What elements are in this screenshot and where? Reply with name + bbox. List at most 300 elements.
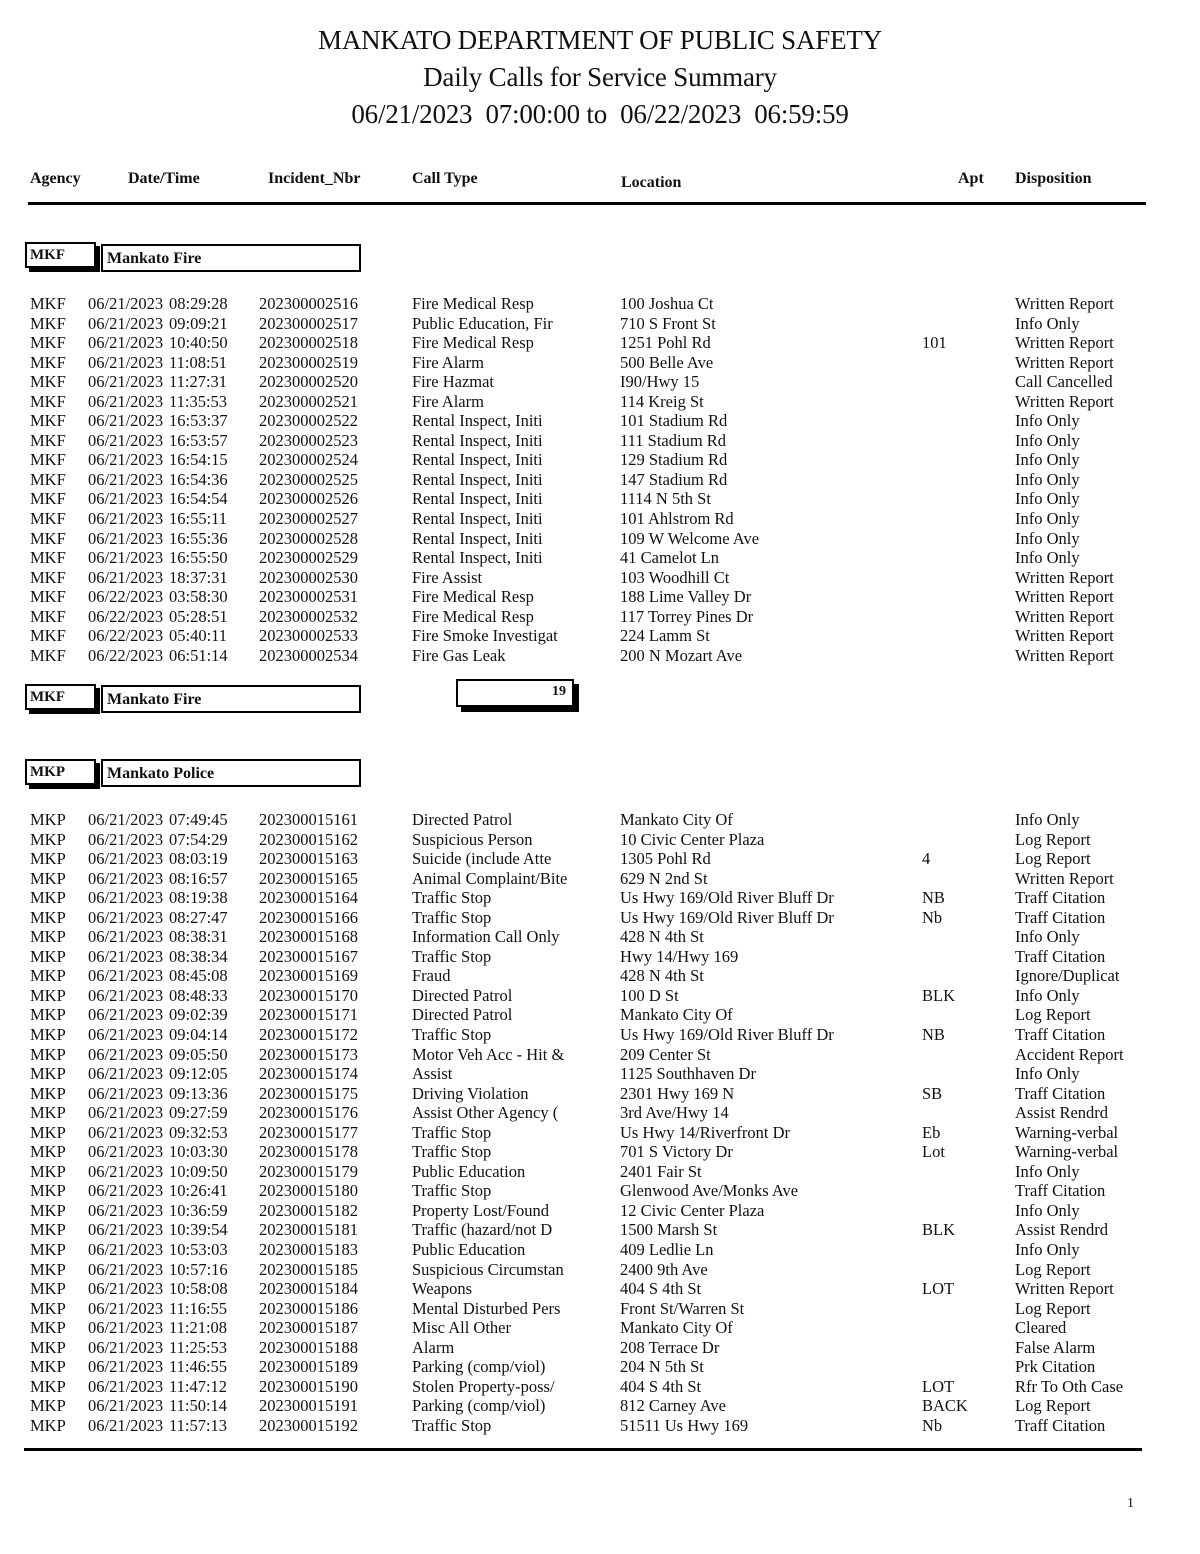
row-agency: MKP bbox=[30, 1181, 66, 1201]
row-disposition: Log Report bbox=[1015, 1259, 1091, 1279]
row-date: 06/21/2023 bbox=[88, 1357, 164, 1377]
row-date: 06/21/2023 bbox=[88, 489, 164, 509]
row-agency: MKP bbox=[30, 1279, 66, 1299]
row-call-type: Rental Inspect, Initi bbox=[412, 411, 543, 431]
row-date: 06/21/2023 bbox=[88, 868, 164, 888]
table-row bbox=[0, 1357, 1200, 1377]
row-time: 10:40:50 bbox=[169, 333, 228, 353]
row-date: 06/21/2023 bbox=[88, 372, 164, 392]
row-disposition: Accident Report bbox=[1015, 1044, 1124, 1064]
row-date: 06/21/2023 bbox=[88, 1181, 164, 1201]
row-date: 06/21/2023 bbox=[88, 469, 164, 489]
row-call-type: Fire Alarm bbox=[412, 352, 484, 372]
row-incident-number: 202300002527 bbox=[259, 509, 358, 529]
row-date: 06/21/2023 bbox=[88, 1318, 164, 1338]
row-time: 08:27:47 bbox=[169, 907, 228, 927]
row-time: 10:39:54 bbox=[169, 1220, 228, 1240]
table-row bbox=[0, 1416, 1200, 1436]
table-row bbox=[0, 1181, 1200, 1201]
table-row bbox=[0, 353, 1200, 373]
row-time: 16:54:36 bbox=[169, 469, 228, 489]
row-location: I90/Hwy 15 bbox=[620, 372, 700, 392]
row-time: 09:04:14 bbox=[169, 1025, 228, 1045]
row-incident-number: 202300015179 bbox=[259, 1161, 358, 1181]
row-time: 10:03:30 bbox=[169, 1142, 228, 1162]
row-incident-number: 202300015173 bbox=[259, 1044, 358, 1064]
row-incident-number: 202300002529 bbox=[259, 548, 358, 568]
row-location: 101 Stadium Rd bbox=[620, 411, 728, 431]
column-header-datetime: Date/Time bbox=[128, 170, 200, 187]
table-row bbox=[0, 646, 1200, 666]
row-incident-number: 202300015174 bbox=[259, 1064, 358, 1084]
table-row bbox=[0, 869, 1200, 889]
row-disposition: Call Cancelled bbox=[1015, 372, 1113, 392]
row-call-type: Mental Disturbed Pers bbox=[412, 1298, 561, 1318]
row-agency: MKF bbox=[30, 567, 66, 587]
row-date: 06/21/2023 bbox=[88, 1415, 164, 1435]
row-time: 16:53:57 bbox=[169, 430, 228, 450]
row-location: 710 S Front St bbox=[620, 313, 716, 333]
row-disposition: Info Only bbox=[1015, 985, 1080, 1005]
row-call-type: Suspicious Person bbox=[412, 829, 533, 849]
row-location: 409 Ledlie Ln bbox=[620, 1240, 714, 1260]
row-call-type: Public Education bbox=[412, 1161, 526, 1181]
row-incident-number: 202300015167 bbox=[259, 946, 358, 966]
page-number: 1 bbox=[1127, 1496, 1134, 1511]
row-time: 10:36:59 bbox=[169, 1200, 228, 1220]
row-date: 06/21/2023 bbox=[88, 946, 164, 966]
row-disposition: Traff Citation bbox=[1015, 1181, 1106, 1201]
row-agency: MKF bbox=[30, 528, 66, 548]
row-location: 100 D St bbox=[620, 985, 679, 1005]
row-disposition: Written Report bbox=[1015, 606, 1114, 626]
row-location: 114 Kreig St bbox=[620, 391, 704, 411]
row-incident-number: 202300002533 bbox=[259, 626, 358, 646]
table-row bbox=[0, 1025, 1200, 1045]
row-date: 06/21/2023 bbox=[88, 294, 164, 313]
row-apt: BLK bbox=[922, 985, 955, 1005]
row-location: 200 N Mozart Ave bbox=[620, 645, 743, 665]
row-apt: NB bbox=[922, 888, 945, 908]
row-call-type: Directed Patrol bbox=[412, 1005, 513, 1025]
row-agency: MKP bbox=[30, 907, 66, 927]
row-incident-number: 202300002522 bbox=[259, 411, 358, 431]
row-agency: MKF bbox=[30, 450, 66, 470]
table-row bbox=[0, 1064, 1200, 1084]
row-disposition: Info Only bbox=[1015, 509, 1080, 529]
row-incident-number: 202300002528 bbox=[259, 528, 358, 548]
table-row bbox=[0, 1142, 1200, 1162]
row-call-type: Suicide (include Atte bbox=[412, 849, 552, 869]
row-incident-number: 202300015186 bbox=[259, 1298, 358, 1318]
row-disposition: Log Report bbox=[1015, 1298, 1091, 1318]
row-agency: MKF bbox=[30, 352, 66, 372]
row-location: 1251 Pohl Rd bbox=[620, 333, 711, 353]
row-agency: MKF bbox=[30, 587, 66, 607]
row-incident-number: 202300015192 bbox=[259, 1415, 358, 1435]
row-call-type: Rental Inspect, Initi bbox=[412, 469, 543, 489]
row-agency: MKP bbox=[30, 1103, 66, 1123]
row-agency: MKP bbox=[30, 1142, 66, 1162]
row-disposition: Info Only bbox=[1015, 1240, 1080, 1260]
row-disposition: Prk Citation bbox=[1015, 1357, 1096, 1377]
row-date: 06/21/2023 bbox=[88, 1103, 164, 1123]
row-location: 117 Torrey Pines Dr bbox=[620, 606, 754, 626]
row-location: 1305 Pohl Rd bbox=[620, 849, 711, 869]
row-location: 701 S Victory Dr bbox=[620, 1142, 733, 1162]
row-call-type: Traffic (hazard/not D bbox=[412, 1220, 553, 1240]
report-header bbox=[0, 22, 1200, 133]
row-disposition: Info Only bbox=[1015, 469, 1080, 489]
row-date: 06/21/2023 bbox=[88, 927, 164, 947]
row-location: 428 N 4th St bbox=[620, 927, 704, 947]
row-disposition: Warning-verbal bbox=[1015, 1122, 1119, 1142]
row-apt: 4 bbox=[922, 849, 931, 869]
table-row bbox=[0, 966, 1200, 986]
row-incident-number: 202300015190 bbox=[259, 1376, 358, 1396]
row-call-type: Fire Smoke Investigat bbox=[412, 626, 558, 646]
row-disposition: Written Report bbox=[1015, 333, 1114, 353]
row-time: 08:03:19 bbox=[169, 849, 228, 869]
row-location: 129 Stadium Rd bbox=[620, 450, 728, 470]
row-apt: Nb bbox=[922, 907, 943, 927]
row-disposition: Traff Citation bbox=[1015, 946, 1106, 966]
row-date: 06/21/2023 bbox=[88, 810, 164, 829]
row-disposition: Assist Rendrd bbox=[1015, 1220, 1109, 1240]
row-time: 08:16:57 bbox=[169, 868, 228, 888]
row-incident-number: 202300002517 bbox=[259, 313, 358, 333]
row-time: 05:28:51 bbox=[169, 606, 228, 626]
row-location: Mankato City Of bbox=[620, 1318, 733, 1338]
row-location: 10 Civic Center Plaza bbox=[620, 829, 765, 849]
row-incident-number: 202300015172 bbox=[259, 1025, 358, 1045]
row-incident-number: 202300015187 bbox=[259, 1318, 358, 1338]
row-agency: MKF bbox=[30, 606, 66, 626]
row-call-type: Fire Medical Resp bbox=[412, 333, 534, 353]
row-time: 09:05:50 bbox=[169, 1044, 228, 1064]
row-disposition: Info Only bbox=[1015, 313, 1080, 333]
table-row bbox=[0, 1318, 1200, 1338]
row-disposition: Written Report bbox=[1015, 868, 1114, 888]
row-location: 103 Woodhill Ct bbox=[620, 567, 730, 587]
row-date: 06/21/2023 bbox=[88, 1161, 164, 1181]
row-time: 18:37:31 bbox=[169, 567, 228, 587]
table-row bbox=[0, 1220, 1200, 1240]
row-date: 06/21/2023 bbox=[88, 352, 164, 372]
table-row bbox=[0, 888, 1200, 908]
row-call-type: Traffic Stop bbox=[412, 946, 492, 966]
row-agency: MKP bbox=[30, 1357, 66, 1377]
row-call-type: Assist Other Agency ( bbox=[412, 1103, 559, 1123]
row-disposition: Info Only bbox=[1015, 1064, 1080, 1084]
row-agency: MKF bbox=[30, 372, 66, 392]
row-incident-number: 202300002523 bbox=[259, 430, 358, 450]
column-header-location: Location bbox=[621, 174, 682, 191]
row-date: 06/21/2023 bbox=[88, 1259, 164, 1279]
table-row bbox=[0, 1045, 1200, 1065]
row-disposition: Log Report bbox=[1015, 829, 1091, 849]
row-call-type: Rental Inspect, Initi bbox=[412, 509, 543, 529]
table-row bbox=[0, 450, 1200, 470]
row-disposition: Info Only bbox=[1015, 810, 1080, 829]
row-time: 08:38:31 bbox=[169, 927, 228, 947]
table-row bbox=[0, 607, 1200, 627]
row-disposition: Log Report bbox=[1015, 1396, 1091, 1416]
row-time: 08:19:38 bbox=[169, 888, 228, 908]
row-time: 09:32:53 bbox=[169, 1122, 228, 1142]
row-location: 209 Center St bbox=[620, 1044, 711, 1064]
row-disposition: Traff Citation bbox=[1015, 888, 1106, 908]
row-date: 06/21/2023 bbox=[88, 1025, 164, 1045]
row-incident-number: 202300002532 bbox=[259, 606, 358, 626]
row-date: 06/21/2023 bbox=[88, 430, 164, 450]
row-agency: MKP bbox=[30, 1122, 66, 1142]
row-disposition: Written Report bbox=[1015, 567, 1114, 587]
row-time: 09:02:39 bbox=[169, 1005, 228, 1025]
table-row bbox=[0, 908, 1200, 928]
row-incident-number: 202300002524 bbox=[259, 450, 358, 470]
row-time: 03:58:30 bbox=[169, 587, 228, 607]
row-agency: MKP bbox=[30, 1064, 66, 1084]
row-call-type: Rental Inspect, Initi bbox=[412, 450, 543, 470]
row-agency: MKP bbox=[30, 927, 66, 947]
row-disposition: Written Report bbox=[1015, 294, 1114, 313]
row-time: 10:09:50 bbox=[169, 1161, 228, 1181]
row-agency: MKF bbox=[30, 411, 66, 431]
row-time: 05:40:11 bbox=[169, 626, 228, 646]
table-row bbox=[0, 548, 1200, 568]
row-agency: MKP bbox=[30, 1240, 66, 1260]
row-disposition: Info Only bbox=[1015, 1200, 1080, 1220]
row-time: 09:27:59 bbox=[169, 1103, 228, 1123]
row-agency: MKF bbox=[30, 645, 66, 665]
row-agency: MKP bbox=[30, 810, 66, 829]
row-time: 11:08:51 bbox=[169, 352, 228, 372]
row-agency: MKF bbox=[30, 391, 66, 411]
row-time: 16:54:15 bbox=[169, 450, 228, 470]
row-disposition: Info Only bbox=[1015, 411, 1080, 431]
row-call-type: Driving Violation bbox=[412, 1083, 529, 1103]
row-call-type: Directed Patrol bbox=[412, 810, 513, 829]
row-agency: MKP bbox=[30, 1005, 66, 1025]
row-incident-number: 202300015171 bbox=[259, 1005, 358, 1025]
row-incident-number: 202300015191 bbox=[259, 1396, 358, 1416]
row-agency: MKF bbox=[30, 489, 66, 509]
row-location: 204 N 5th St bbox=[620, 1357, 704, 1377]
table-row bbox=[0, 1123, 1200, 1143]
row-agency: MKP bbox=[30, 1044, 66, 1064]
row-agency: MKP bbox=[30, 1318, 66, 1338]
table-row bbox=[0, 1279, 1200, 1299]
row-date: 06/21/2023 bbox=[88, 907, 164, 927]
row-date: 06/22/2023 bbox=[88, 626, 164, 646]
row-incident-number: 202300002518 bbox=[259, 333, 358, 353]
row-date: 06/21/2023 bbox=[88, 1005, 164, 1025]
row-location: 3rd Ave/Hwy 14 bbox=[620, 1103, 729, 1123]
row-time: 10:57:16 bbox=[169, 1259, 228, 1279]
row-time: 08:38:34 bbox=[169, 946, 228, 966]
table-row bbox=[0, 470, 1200, 490]
column-header-disposition: Disposition bbox=[1015, 170, 1092, 187]
row-date: 06/22/2023 bbox=[88, 587, 164, 607]
table-row bbox=[0, 411, 1200, 431]
row-time: 16:54:54 bbox=[169, 489, 228, 509]
row-apt: LOT bbox=[922, 1376, 955, 1396]
report-date-range: 06/21/2023 07:00:00 to 06/22/2023 06:59:59 bbox=[351, 99, 849, 129]
row-date: 06/21/2023 bbox=[88, 849, 164, 869]
row-time: 16:55:50 bbox=[169, 548, 228, 568]
row-location: Us Hwy 14/Riverfront Dr bbox=[620, 1122, 791, 1142]
row-location: 101 Ahlstrom Rd bbox=[620, 509, 734, 529]
row-date: 06/21/2023 bbox=[88, 1200, 164, 1220]
row-apt: Eb bbox=[922, 1122, 941, 1142]
row-time: 11:46:55 bbox=[169, 1357, 228, 1377]
row-location: 41 Camelot Ln bbox=[620, 548, 719, 568]
row-agency: MKP bbox=[30, 888, 66, 908]
row-call-type: Traffic Stop bbox=[412, 1181, 492, 1201]
row-location: Us Hwy 169/Old River Bluff Dr bbox=[620, 907, 834, 927]
row-date: 06/21/2023 bbox=[88, 985, 164, 1005]
table-row bbox=[0, 372, 1200, 392]
row-call-type: Property Lost/Found bbox=[412, 1200, 550, 1220]
row-location: 428 N 4th St bbox=[620, 966, 704, 986]
row-call-type: Traffic Stop bbox=[412, 1415, 492, 1435]
row-disposition: Info Only bbox=[1015, 927, 1080, 947]
section-footer-agency-name: Mankato Fire bbox=[101, 685, 361, 713]
row-date: 06/21/2023 bbox=[88, 1064, 164, 1084]
row-disposition: Rfr To Oth Case bbox=[1015, 1376, 1124, 1396]
column-header-apt: Apt bbox=[958, 170, 984, 187]
row-location: 208 Terrace Dr bbox=[620, 1337, 720, 1357]
row-disposition: Written Report bbox=[1015, 391, 1114, 411]
row-date: 06/21/2023 bbox=[88, 1240, 164, 1260]
row-call-type: Assist bbox=[412, 1064, 453, 1084]
section-total-count: 19 bbox=[456, 679, 574, 707]
row-time: 16:55:36 bbox=[169, 528, 228, 548]
row-time: 11:50:14 bbox=[169, 1396, 228, 1416]
row-incident-number: 202300015178 bbox=[259, 1142, 358, 1162]
section-footer-agency-code: MKF bbox=[25, 684, 96, 710]
row-call-type: Traffic Stop bbox=[412, 907, 492, 927]
row-incident-number: 202300015181 bbox=[259, 1220, 358, 1240]
row-call-type: Parking (comp/viol) bbox=[412, 1357, 546, 1377]
table-row bbox=[0, 314, 1200, 334]
row-incident-number: 202300015165 bbox=[259, 868, 358, 888]
row-location: 109 W Welcome Ave bbox=[620, 528, 760, 548]
row-agency: MKF bbox=[30, 509, 66, 529]
row-disposition: Warning-verbal bbox=[1015, 1142, 1119, 1162]
row-date: 06/21/2023 bbox=[88, 450, 164, 470]
table-row bbox=[0, 489, 1200, 509]
row-disposition: Written Report bbox=[1015, 1279, 1114, 1299]
row-apt: SB bbox=[922, 1083, 943, 1103]
row-disposition: Log Report bbox=[1015, 1005, 1091, 1025]
row-location: 111 Stadium Rd bbox=[620, 430, 727, 450]
header-divider bbox=[28, 202, 1146, 205]
row-location: Glenwood Ave/Monks Ave bbox=[620, 1181, 799, 1201]
row-agency: MKP bbox=[30, 1415, 66, 1435]
row-time: 08:48:33 bbox=[169, 985, 228, 1005]
report-subtitle: Daily Calls for Service Summary bbox=[423, 62, 777, 92]
row-incident-number: 202300015169 bbox=[259, 966, 358, 986]
row-call-type: Stolen Property-poss/ bbox=[412, 1376, 555, 1396]
row-incident-number: 202300015185 bbox=[259, 1259, 358, 1279]
row-call-type: Motor Veh Acc - Hit & bbox=[412, 1044, 565, 1064]
row-apt: Lot bbox=[922, 1142, 945, 1162]
column-headers bbox=[0, 168, 1200, 196]
row-disposition: Cleared bbox=[1015, 1318, 1067, 1338]
row-call-type: Fraud bbox=[412, 966, 451, 986]
table-row bbox=[0, 1084, 1200, 1104]
row-location: 2401 Fair St bbox=[620, 1161, 702, 1181]
table-row bbox=[0, 568, 1200, 588]
row-call-type: Public Education, Fir bbox=[412, 313, 553, 333]
row-incident-number: 202300015188 bbox=[259, 1337, 358, 1357]
row-agency: MKF bbox=[30, 626, 66, 646]
row-date: 06/22/2023 bbox=[88, 606, 164, 626]
row-agency: MKP bbox=[30, 1083, 66, 1103]
row-date: 06/21/2023 bbox=[88, 1396, 164, 1416]
row-time: 08:29:28 bbox=[169, 294, 228, 313]
table-row bbox=[0, 830, 1200, 850]
row-agency: MKF bbox=[30, 430, 66, 450]
row-location: 224 Lamm St bbox=[620, 626, 710, 646]
row-time: 10:58:08 bbox=[169, 1279, 228, 1299]
row-incident-number: 202300015183 bbox=[259, 1240, 358, 1260]
row-incident-number: 202300015168 bbox=[259, 927, 358, 947]
table-row bbox=[0, 810, 1200, 830]
row-call-type: Rental Inspect, Initi bbox=[412, 430, 543, 450]
row-call-type: Fire Hazmat bbox=[412, 372, 495, 392]
row-incident-number: 202300002521 bbox=[259, 391, 358, 411]
row-agency: MKP bbox=[30, 1200, 66, 1220]
row-disposition: Info Only bbox=[1015, 430, 1080, 450]
row-agency: MKP bbox=[30, 1220, 66, 1240]
row-incident-number: 202300002534 bbox=[259, 645, 358, 665]
row-apt: LOT bbox=[922, 1279, 955, 1299]
row-disposition: Log Report bbox=[1015, 849, 1091, 869]
row-incident-number: 202300015189 bbox=[259, 1357, 358, 1377]
row-disposition: Ignore/Duplicat bbox=[1015, 966, 1120, 986]
row-location: Us Hwy 169/Old River Bluff Dr bbox=[620, 888, 834, 908]
row-call-type: Parking (comp/viol) bbox=[412, 1396, 546, 1416]
row-incident-number: 202300015166 bbox=[259, 907, 358, 927]
row-time: 16:53:37 bbox=[169, 411, 228, 431]
table-row bbox=[0, 1338, 1200, 1358]
row-incident-number: 202300015161 bbox=[259, 810, 358, 829]
row-agency: MKP bbox=[30, 1025, 66, 1045]
row-date: 06/21/2023 bbox=[88, 548, 164, 568]
row-agency: MKP bbox=[30, 985, 66, 1005]
table-row bbox=[0, 294, 1200, 314]
table-row bbox=[0, 626, 1200, 646]
column-header-incident: Incident_Nbr bbox=[268, 170, 361, 187]
row-time: 07:49:45 bbox=[169, 810, 228, 829]
row-location: Front St/Warren St bbox=[620, 1298, 745, 1318]
column-header-call-type: Call Type bbox=[412, 170, 478, 187]
section-agency-code: MKP bbox=[25, 759, 96, 785]
row-time: 11:35:53 bbox=[169, 391, 228, 411]
row-location: 404 S 4th St bbox=[620, 1376, 702, 1396]
row-time: 09:12:05 bbox=[169, 1064, 228, 1084]
row-date: 06/21/2023 bbox=[88, 1083, 164, 1103]
row-location: 629 N 2nd St bbox=[620, 868, 708, 888]
row-time: 11:25:53 bbox=[169, 1337, 228, 1357]
table-row bbox=[0, 1260, 1200, 1280]
row-date: 06/21/2023 bbox=[88, 1220, 164, 1240]
row-date: 06/21/2023 bbox=[88, 333, 164, 353]
table-row bbox=[0, 1396, 1200, 1416]
